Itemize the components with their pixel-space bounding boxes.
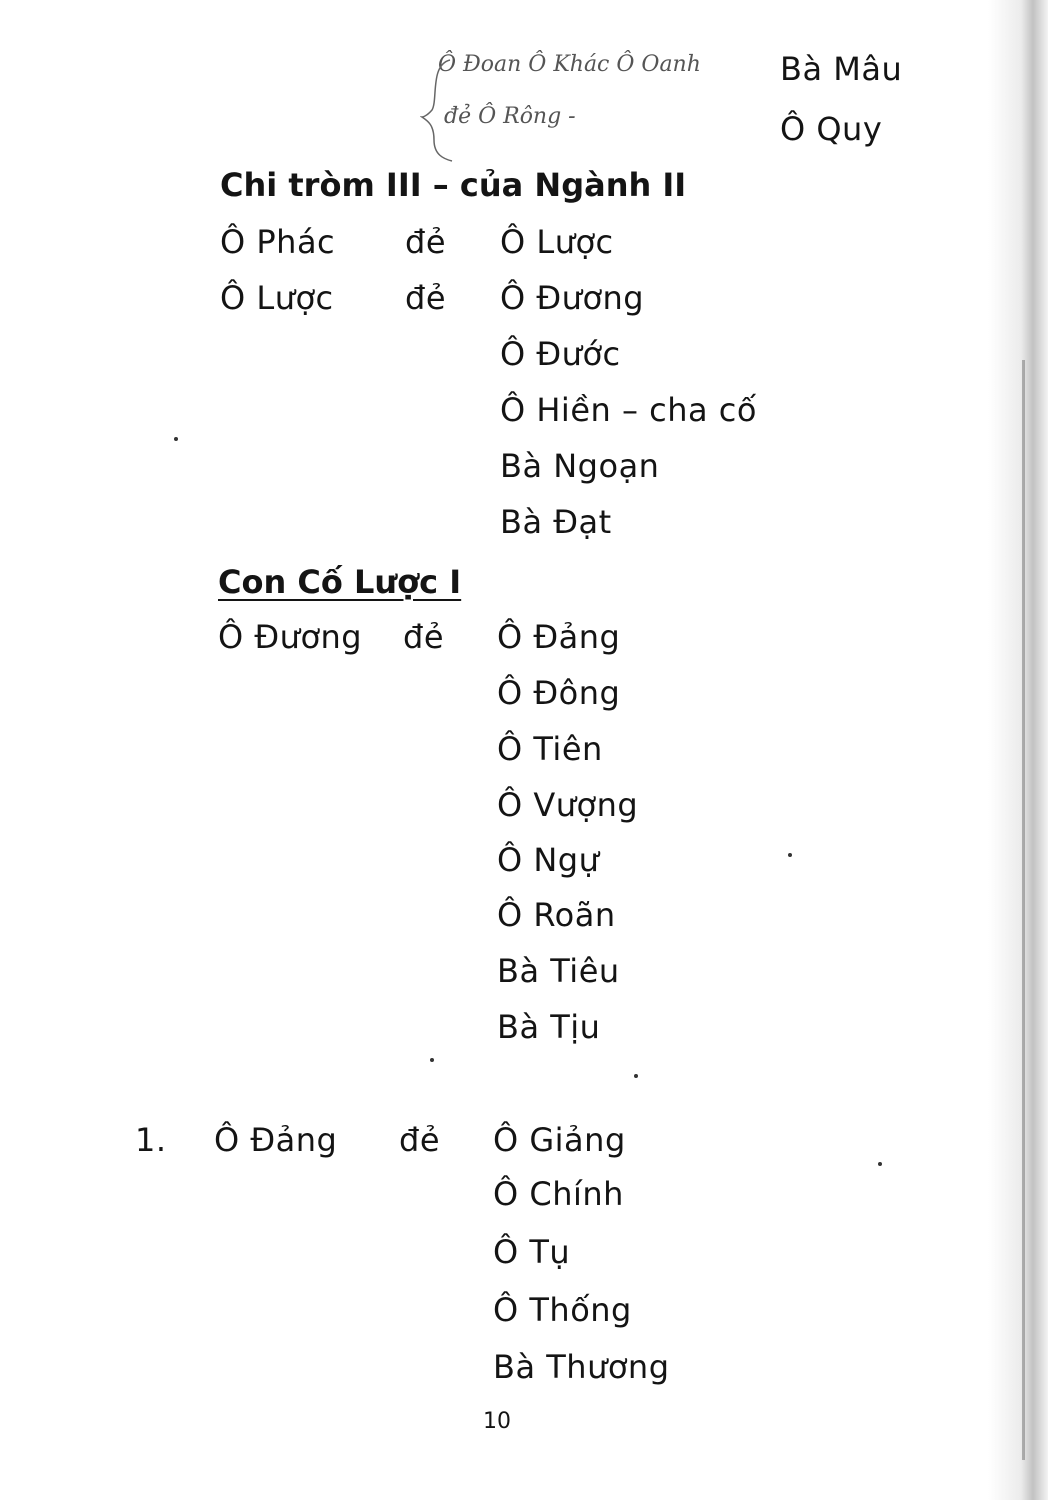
- scan-speck: [634, 1074, 638, 1078]
- section-2-parent: Ô Đương: [218, 618, 363, 656]
- handwritten-line-1: Ô Đoan Ô Khác Ô Oanh: [438, 52, 701, 77]
- section-3-verb: đẻ: [399, 1121, 440, 1159]
- section-2-child: Ô Roãn: [497, 896, 616, 934]
- section-2-child: Ô Ngự: [497, 841, 600, 879]
- section-1-child: Ô Đương: [500, 279, 645, 317]
- section-2-child: Ô Đông: [497, 674, 621, 712]
- section-1-verb: đẻ: [405, 223, 446, 261]
- section-1-verb: đẻ: [405, 279, 446, 317]
- section-2-child: Ô Tiên: [497, 730, 603, 768]
- section-1-child: Ô Lược: [500, 223, 614, 261]
- handwritten-line-2: đẻ Ô Rông -: [444, 104, 576, 129]
- section-1-title: Chi tròm III – của Ngành II: [220, 166, 687, 204]
- section-1-parent: Ô Phác: [220, 223, 336, 261]
- section-1-child: Ô Đước: [500, 335, 621, 373]
- top-right-line-1: Bà Mâu: [780, 50, 903, 88]
- section-2-child: Bà Tịu: [497, 1008, 601, 1046]
- scan-speck: [788, 853, 792, 857]
- page-edge-shadow: [988, 0, 1048, 1500]
- page-fold-line: [1022, 360, 1025, 1460]
- section-1-parent: Ô Lược: [220, 279, 334, 317]
- section-2-child: Ô Vượng: [497, 786, 639, 824]
- scan-speck: [878, 1162, 882, 1166]
- section-3-child: Ô Chính: [493, 1175, 624, 1213]
- section-3-child: Bà Thương: [493, 1348, 670, 1386]
- section-2-child: Ô Đảng: [497, 618, 621, 656]
- section-1-child: Bà Ngoạn: [500, 447, 660, 485]
- section-3-child: Ô Tụ: [493, 1233, 571, 1271]
- scan-speck: [430, 1058, 434, 1062]
- section-2-verb: đẻ: [403, 618, 444, 656]
- section-2-child: Bà Tiêu: [497, 952, 620, 990]
- section-2-title: Con Cố Lược I: [218, 563, 462, 601]
- section-3-child: Ô Thống: [493, 1291, 632, 1329]
- page-number: 10: [483, 1409, 511, 1434]
- section-3-child: Ô Giảng: [493, 1121, 626, 1159]
- top-right-line-2: Ô Quy: [780, 110, 883, 148]
- section-1-child: Ô Hiền – cha cố: [500, 391, 757, 429]
- handwritten-brace-icon: [420, 55, 460, 165]
- section-3-number: 1.: [135, 1121, 167, 1159]
- section-1-child: Bà Đạt: [500, 503, 612, 541]
- scan-speck: [174, 437, 178, 441]
- section-3-parent: Ô Đảng: [214, 1121, 338, 1159]
